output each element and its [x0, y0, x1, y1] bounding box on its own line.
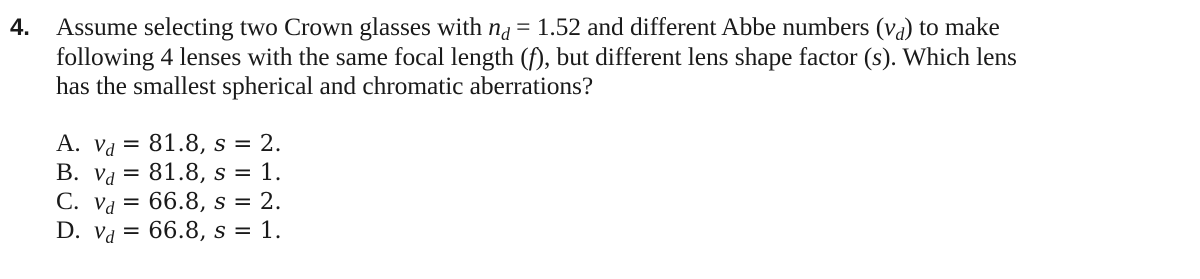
shape-factor-symbol: s: [872, 42, 882, 71]
focal-length-symbol: f: [528, 42, 536, 71]
option-abbe-value: = 81.8,: [114, 131, 215, 157]
option-a[interactable]: [56, 128, 282, 160]
option-shape-value: = 2.: [225, 189, 282, 215]
question-text-1c: ) to make: [904, 12, 1000, 41]
refractive-index-symbol: n: [488, 12, 501, 41]
option-c[interactable]: [56, 186, 282, 218]
option-shape-value: = 2.: [225, 131, 282, 157]
option-letter: B.: [56, 157, 80, 186]
question-text-2b: ), but different lens shape factor (: [535, 42, 873, 71]
option-b[interactable]: [56, 157, 282, 189]
question-text-1a: Assume selecting two Crown glasses with: [56, 12, 489, 41]
option-shape-value: = 1.: [225, 218, 282, 244]
refractive-index-subscript: d: [500, 24, 510, 44]
question-line-1: [10, 12, 1190, 42]
abbe-number-subscript: d: [895, 24, 905, 44]
option-abbe-symbol: v: [94, 186, 106, 215]
option-d[interactable]: [56, 215, 282, 247]
option-abbe-subscript: d: [105, 169, 115, 189]
option-abbe-subscript: d: [105, 227, 115, 247]
option-shape-value: = 1.: [225, 160, 282, 186]
option-abbe-value: = 66.8,: [114, 218, 215, 244]
option-abbe-symbol: v: [94, 128, 106, 157]
option-abbe-value: = 66.8,: [114, 189, 215, 215]
question-number: 4.: [10, 14, 30, 41]
question-line-3: [10, 71, 1190, 100]
option-letter: A.: [56, 128, 81, 157]
question-text-2c: ). Which lens: [881, 42, 1017, 71]
option-abbe-symbol: v: [94, 157, 106, 186]
question-block: [10, 12, 1190, 100]
option-abbe-value: = 81.8,: [114, 160, 215, 186]
option-abbe-subscript: d: [105, 140, 115, 160]
option-abbe-symbol: v: [94, 215, 106, 244]
option-shape-symbol: s: [214, 160, 226, 186]
answer-options: [56, 128, 282, 247]
question-line-2: [10, 42, 1190, 71]
option-shape-symbol: s: [214, 218, 226, 244]
question-text-3: has the smallest spherical and chromatic aberrations?: [56, 71, 594, 100]
question-text-1b: = 1.52 and different Abbe numbers (: [509, 12, 885, 41]
option-shape-symbol: s: [214, 189, 226, 215]
option-abbe-subscript: d: [105, 198, 115, 218]
option-shape-symbol: s: [214, 131, 226, 157]
abbe-number-symbol: v: [884, 12, 896, 41]
option-letter: D.: [56, 215, 81, 244]
question-text-2a: following 4 lenses with the same focal length (: [56, 42, 529, 71]
option-letter: C.: [56, 186, 80, 215]
